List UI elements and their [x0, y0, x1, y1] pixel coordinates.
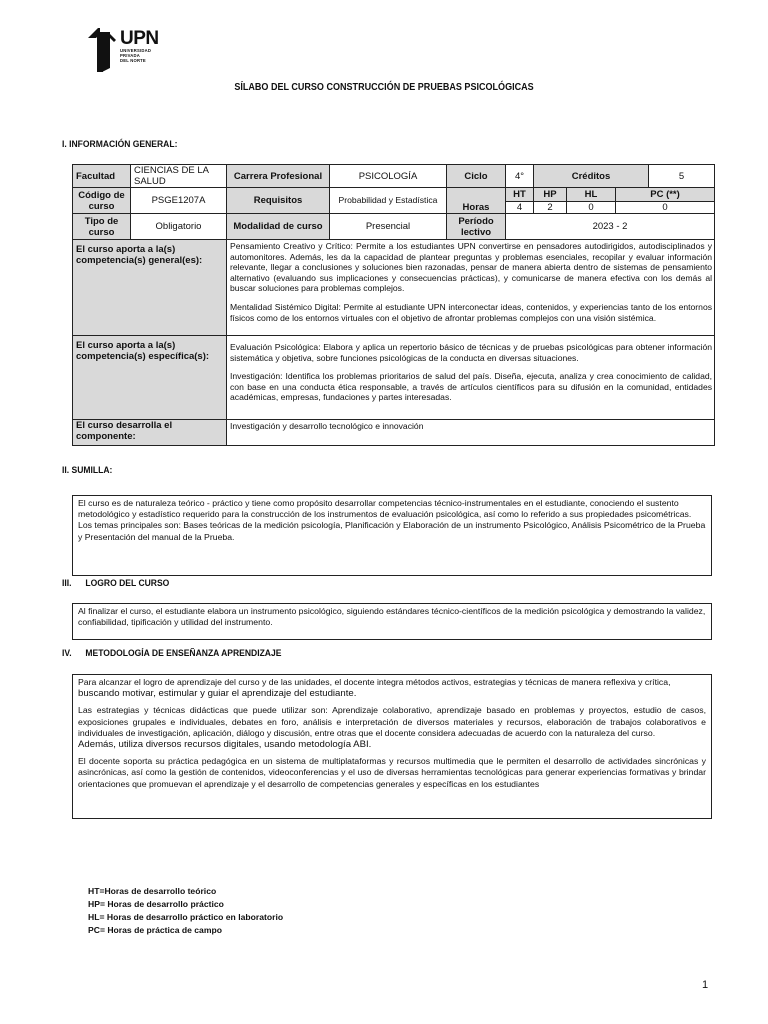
competencia-general-text	[227, 240, 715, 336]
sumilla-p1: El curso es de naturaleza teórico - práctico y tiene como propósito desarrollar competencias técnico-instrumentales en el estudiante, conociendo el sustento metodológico y estadístico requerido para la construcción de los instrumentos de evaluación psicológica, así como lo referido a sus propiedades psicométricas.	[78, 498, 692, 520]
section-number: IV.	[62, 648, 72, 659]
modalidad-value: Presencial	[330, 214, 447, 240]
section-heading-metodologia	[62, 648, 281, 659]
competencia-general-label: El curso aporta a la(s) competencia(s) general(es):	[73, 240, 227, 336]
section-number: III.	[62, 578, 72, 589]
sumilla-box	[72, 495, 712, 576]
page-number: 1	[702, 979, 709, 991]
metodologia-p2b: Además, utiliza diversos recursos digitales, usando metodología ABI.	[78, 739, 372, 751]
metodologia-p1b: buscando motivar, estimular y guiar el aprendizaje del estudiante.	[78, 688, 357, 700]
competencia-especifica-label: El curso aporta a la(s) competencia(s) específica(s):	[73, 336, 227, 420]
metodologia-p2a: Las estrategias y técnicas didácticas que puede utilizar son: Aprendizaje colaborativo, aprendizaje basado en problemas y proyectos, estudio de casos, exposiciones grupales e individuales, debates en foro, análisis e interpretación de diversos materiales y recursos, elaboración de trabajos colaborativos e individuales de investigación, aplicación, diálogo y discusión, entre otras que el docente considera adecuadas de acuerdo con la naturaleza del curso.	[78, 705, 706, 738]
codigo-value: PSGE1207A	[131, 188, 227, 214]
logro-box	[72, 603, 712, 640]
legend-item: HP= Horas de desarrollo práctico	[88, 899, 224, 909]
metodologia-box	[72, 674, 712, 819]
document-title: SÍLABO DEL CURSO CONSTRUCCIÓN DE PRUEBAS PSICOLÓGICAS	[234, 81, 534, 93]
hp-label: HP	[534, 188, 567, 202]
hl-label: HL	[567, 188, 616, 202]
competencia-especifica-text	[227, 336, 715, 420]
creditos-label: Créditos	[534, 165, 649, 188]
metodologia-p1a: Para alcanzar el logro de aprendizaje del curso y de las unidades, el docente integra métodos activos, estrategias y técnicas de manera reflexiva y crítica,	[78, 677, 671, 687]
logo-sub-line: DEL NORTE	[120, 58, 146, 63]
carrera-value: PSICOLOGÍA	[330, 165, 447, 188]
horas-label: Horas	[447, 188, 506, 214]
competencia-general-p1: Pensamiento Creativo y Crítico: Permite a los estudiantes UPN convertirse en pensadores autodirigidos, autodisciplinados y automonitores. Además, les da la capacidad de plantear preguntas y problemas esenciales, recopilar y evaluar información relevante, llegar a conclusiones y soluciones bien razonadas, pensar de manera abierta dentro de sistemas de pensamiento alternativo (evaluando sus implicaciones y consecuencias prácticas), y comunicarse de manera efectiva con los demás al buscar soluciones para problemas complejos.	[230, 241, 713, 294]
logro-text: Al finalizar el curso, el estudiante elabora un instrumento psicológico, siguiendo estándares técnico-científicos de la medición psicológica y demostrando la validez, confiabilidad, tipificación y utilidad del instrumento.	[78, 606, 706, 628]
ht-label: HT	[506, 188, 534, 202]
ciclo-value: 4°	[506, 165, 534, 188]
section-heading-sumilla: II. SUMILLA:	[62, 465, 113, 476]
requisitos-value: Probabilidad y Estadística	[330, 188, 447, 214]
legend-item: HL= Horas de desarrollo práctico en laboratorio	[88, 912, 284, 922]
sumilla-p2: Los temas principales son: Bases teóricas de la medición psicología, Planificación y Elaboración de un instrumento Psicológico, Análisis Psicométrico de la Prueba y Presentación del manual de la Prueba.	[78, 520, 706, 542]
logo-sub-line: PRIVADA	[120, 53, 140, 58]
section-title: LOGRO DEL CURSO	[85, 578, 170, 589]
creditos-value: 5	[649, 165, 715, 188]
carrera-label: Carrera Profesional	[227, 165, 330, 188]
hours-legend	[88, 885, 283, 937]
facultad-value: CIENCIAS DE LA SALUD	[131, 165, 227, 188]
competencia-especifica-p1: Evaluación Psicológica: Elabora y aplica un repertorio básico de técnicas y de pruebas psicológicas para obtener información sistemática y objetiva, sobre funciones psicológicas de la conducta en diversas situaciones.	[230, 342, 713, 363]
competencia-general-p2: Mentalidad Sistémico Digital: Permite al estudiante UPN interconectar ideas, contenidos, y experiencias tanto de los entornos físicos como de los entornos virtuales con el objetivo de afrontar problemas complejos con una visión sistémica.	[230, 301, 713, 323]
tipo-label: Tipo de curso	[73, 214, 131, 240]
periodo-value: 2023 - 2	[506, 214, 715, 240]
upn-logo-mark-icon	[88, 28, 118, 72]
legend-item: HT=Horas de desarrollo teórico	[88, 886, 217, 896]
upn-logo	[88, 28, 159, 72]
componente-label: El curso desarrolla el componente:	[73, 420, 227, 446]
legend-item: PC= Horas de práctica de campo	[88, 925, 222, 935]
section-title: METODOLOGÍA DE ENSEÑANZA APRENDIZAJE	[85, 648, 282, 659]
general-info-table	[72, 164, 715, 446]
codigo-label: Código de curso	[73, 188, 131, 214]
ht-value: 4	[506, 202, 534, 214]
periodo-label: Período lectivo	[447, 214, 506, 240]
facultad-label: Facultad	[73, 165, 131, 188]
requisitos-label: Requisitos	[227, 188, 330, 214]
metodologia-p3: El docente soporta su práctica pedagógica en un sistema de multiplataformas y recursos multimedia que le permiten el desarrollo de actividades sincrónicas y asincrónicas, así como la gestión de contenidos, videoconferencias y el uso de diversas herramientas tecnológicas para generar experiencias formativas y brindar orientaciones que promuevan el aprendizaje y el desarrollo de competencias generales y específicas en los estudiantes	[78, 756, 706, 789]
modalidad-label: Modalidad de curso	[227, 214, 330, 240]
competencia-especifica-p2: Investigación: Identifica los problemas prioritarios de salud del país. Diseña, ejecuta, analiza y crea conocimiento de calidad, con base en una conducta ética responsable, a través de artículos científicos para su difusión en la comunidad, entidades académicas, empresas, fundaciones y partes interesadas.	[230, 371, 713, 403]
logo-name: UPN	[120, 28, 159, 49]
logo-sub-line: UNIVERSIDAD	[120, 48, 152, 53]
section-heading-informacion: I. INFORMACIÓN GENERAL:	[62, 139, 178, 150]
tipo-value: Obligatorio	[131, 214, 227, 240]
section-heading-logro	[62, 578, 169, 589]
pc-label: PC (**)	[616, 188, 715, 202]
componente-value: Investigación y desarrollo tecnológico e innovación	[227, 420, 715, 446]
ciclo-label: Ciclo	[447, 165, 506, 188]
hp-value: 2	[534, 202, 567, 214]
pc-value: 0	[616, 202, 715, 214]
hl-value: 0	[567, 202, 616, 214]
